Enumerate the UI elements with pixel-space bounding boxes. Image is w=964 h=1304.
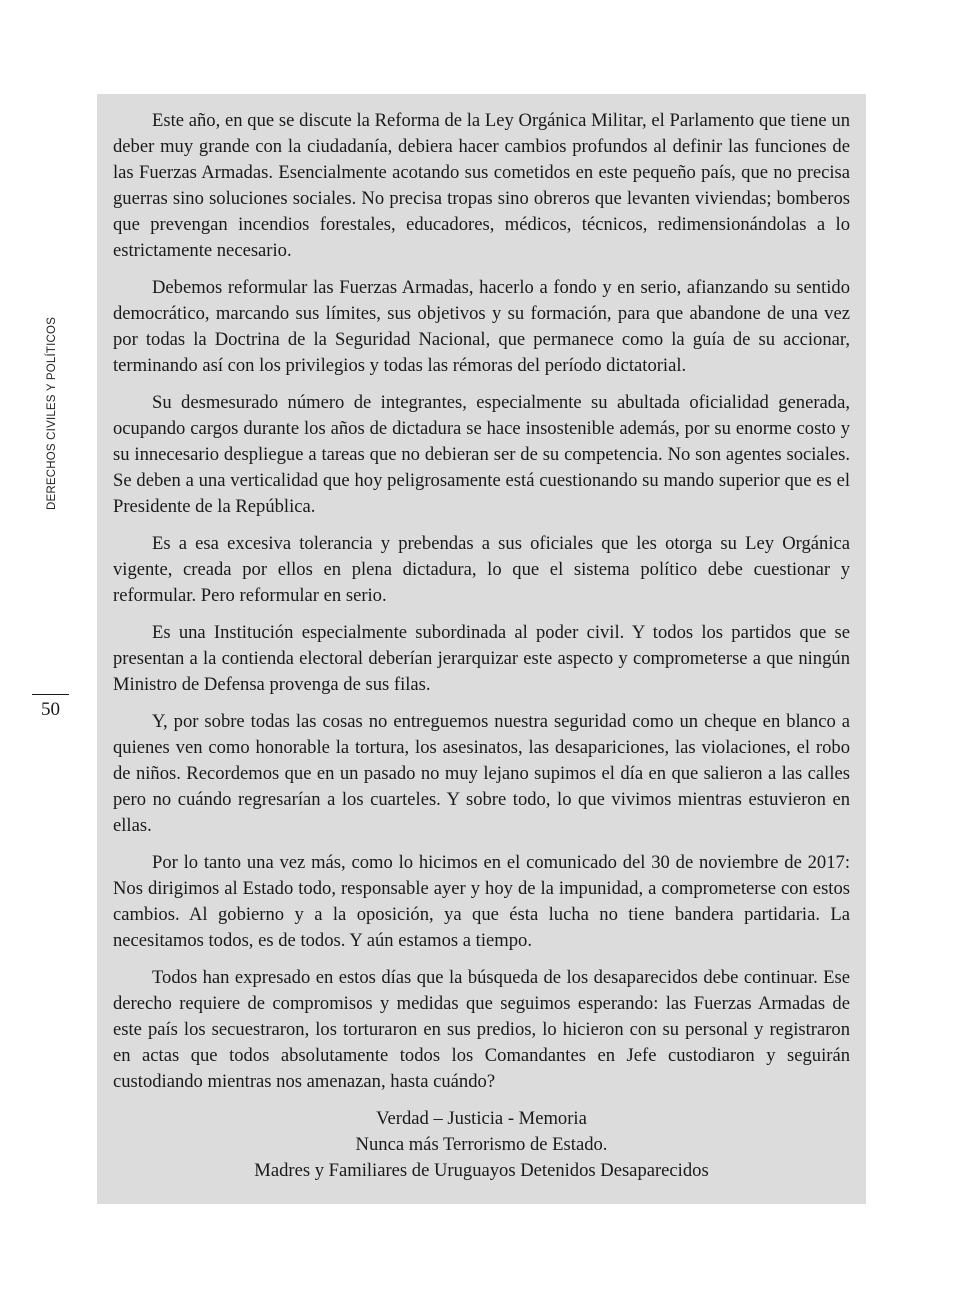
closing-line-slogan: Nunca más Terrorismo de Estado. (355, 1134, 608, 1155)
paragraph-7: Por lo tanto una vez más, como lo hicimos en el comunicado del 30 de noviembre de 2017: Nos dirigimos al Estado todo, responsable ayer y hoy de la impunidad, a comprometerse con estos cambios. Al gobierno y a la oposición, ya que ésta lucha no tiene bandera partidaria. La necesitamos todos, es de todos. Y aún estamos a tiempo. (113, 852, 850, 951)
closing-signature (113, 1106, 850, 1184)
paragraph-8: Todos han expresado en estos días que la búsqueda de los desaparecidos debe continuar. Ese derecho requiere de compromisos y medidas que seguimos esperando: las Fuerzas Armadas de este país los secuestraron, los torturaron en sus predios, lo hicieron con su personal y registraron en actas que todos absolutamente todos los Comandantes en Jefe custodiaron y seguirán custodiando mientras nos amenazan, hasta cuándo? (113, 967, 850, 1092)
running-header-side-label: DERECHOS CIVILES Y POLÍTICOS (46, 316, 58, 510)
page-number-rule (32, 694, 69, 695)
page-number: 50 (41, 699, 60, 720)
paragraph-5: Es una Institución especialmente subordinada al poder civil. Y todos los partidos que se presentan a la contienda electoral deberían jerarquizar este aspecto y comprometerse a que ningún Ministro de Defensa provenga de sus filas. (113, 622, 850, 695)
paragraph-1: Este año, en que se discute la Reforma de la Ley Orgánica Militar, el Parlamento que tiene un deber muy grande con la ciudadanía, debiera hacer cambios profundos al definir las funciones de las Fuerzas Armadas. Esencialmente acotando sus cometidos en este pequeño país, que no precisa guerras sino soluciones sociales. No precisa tropas sino obreros que levanten viviendas; bomberos que prevengan incendios forestales, educadores, médicos, técnicos, redimensionándolas a lo estrictamente necesario. (113, 110, 850, 261)
paragraph-6: Y, por sobre todas las cosas no entreguemos nuestra seguridad como un cheque en blanco a quienes ven como honorable la tortura, los asesinatos, las desapariciones, las violaciones, el robo de niños. Recordemos que en un pasado no muy lejano supimos el día en que salieron a las calles pero no cuándo regresarían a los cuarteles. Y sobre todo, lo que vivimos mientras estuvieron en ellas. (113, 711, 850, 836)
closing-line-motto: Verdad – Justicia - Memoria (376, 1108, 587, 1129)
paragraph-2: Debemos reformular las Fuerzas Armadas, hacerlo a fondo y en serio, afianzando su sentido democrático, marcando sus límites, sus objetivos y su formación, para que abandone de una vez por todas la Doctrina de la Seguridad Nacional, que permanece como la guía de su accionar, terminando así con los privilegios y todas las rémoras del período dictatorial. (113, 277, 850, 376)
highlighted-text-box (97, 94, 866, 1204)
paragraph-4: Es a esa excesiva tolerancia y prebendas a sus oficiales que les otorga su Ley Orgánica vigente, creada por ellos en plena dictadura, lo que el sistema político debe cuestionar y reformular. Pero reformular en serio. (113, 533, 850, 606)
paragraph-3: Su desmesurado número de integrantes, especialmente su abultada oficialidad generada, ocupando cargos durante los años de dictadura se hace insostenible además, por su enorme costo y su innecesario despliegue a tareas que no debieran ser de su competencia. No son agentes sociales. Se deben a una verticalidad que hoy peligrosamente está cuestionando su mando superior que es el Presidente de la República. (113, 392, 850, 517)
closing-line-organization: Madres y Familiares de Uruguayos Detenidos Desaparecidos (254, 1160, 709, 1181)
